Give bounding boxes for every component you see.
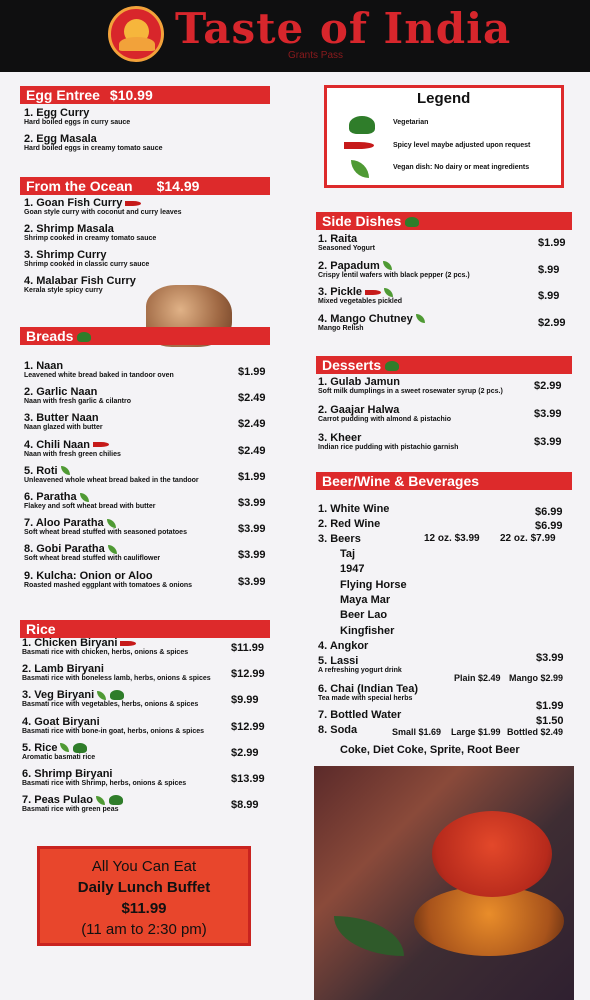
item-name: 4. Mango Chutney: [318, 312, 413, 325]
menu-item: [318, 683, 418, 702]
item-name: 4. Chili Naan: [24, 438, 91, 451]
menu-header: [0, 0, 590, 72]
menu-item: [318, 286, 402, 305]
legend-text: Spicy level maybe adjusted upon request: [393, 142, 531, 149]
item-name: 7. Aloo Paratha: [24, 517, 104, 530]
chili-icon: [344, 142, 374, 149]
broccoli-icon: [405, 217, 419, 227]
section-title: Beer/Wine & Beverages: [322, 473, 480, 489]
item-desc: Naan with fresh green chilies: [24, 450, 121, 458]
leaf-icon: [80, 493, 89, 502]
menu-item: [24, 439, 121, 458]
item-price: $2.99: [231, 746, 259, 759]
item-price: $1.99: [536, 700, 564, 712]
menu-item: [318, 655, 402, 674]
item-desc: Basmati rice with vegetables, herbs, onions & spices: [22, 701, 199, 709]
section-title: From the Ocean: [26, 178, 133, 194]
menu-item: [318, 260, 470, 279]
item-desc: Basmati rice with Shrimp, herbs, onions & spices: [22, 780, 187, 787]
item-desc: Seasoned Yogurt: [318, 245, 375, 252]
item-price: $1.99: [238, 366, 266, 378]
beer-item: [340, 579, 407, 591]
item-name: 2. Papadum: [318, 259, 380, 272]
legend-row-vegan: [341, 160, 530, 178]
section-egg-entree: [20, 86, 270, 104]
item-name: Maya Mar: [340, 593, 391, 606]
item-price: 12 oz. $3.99: [424, 533, 480, 544]
menu-item: [24, 386, 131, 405]
beer-item: [340, 594, 390, 606]
item-price: Small $1.69: [392, 727, 442, 737]
item-desc: Kerala style spicy curry: [24, 287, 103, 294]
item-name: 3. Pickle: [318, 286, 363, 298]
broccoli-icon: [385, 361, 399, 371]
spice-bowl-photo: [314, 766, 574, 1000]
menu-item: [24, 543, 160, 562]
item-price: $3.99: [536, 652, 564, 664]
item-name: 1. White Wine: [318, 503, 390, 515]
menu-item: [24, 275, 136, 294]
item-price: $6.99: [535, 506, 563, 518]
item-name: 5. Roti: [24, 464, 58, 477]
menu-item: [24, 491, 155, 510]
item-name: 7. Peas Pulao: [22, 794, 93, 807]
menu-item: [22, 794, 123, 813]
leaf-icon: [107, 519, 116, 528]
buffet-price: $11.99: [121, 900, 167, 917]
item-price: $3.99: [238, 523, 266, 536]
item-name: 9. Kulcha: Onion or Aloo: [24, 569, 153, 582]
item-desc: Indian rice pudding with pistachio garnish: [318, 444, 459, 451]
item-name: 3. Butter Naan: [24, 412, 99, 425]
item-name: 5. Rice: [22, 741, 58, 754]
item-price: $2.49: [238, 444, 266, 457]
item-price: $3.99: [238, 549, 266, 562]
item-price: $8.99: [231, 799, 259, 812]
menu-item: [24, 223, 156, 242]
leaf-icon: [60, 743, 69, 752]
item-price: $12.99: [231, 668, 265, 681]
menu-item: [24, 133, 163, 152]
menu-item: [22, 716, 204, 735]
item-desc: Tea made with special herbs: [318, 695, 413, 702]
item-desc: Naan with fresh garlic & cilantro: [24, 398, 131, 406]
item-name: 2. Lamb Biryani: [22, 663, 104, 676]
leaf-icon: [96, 796, 105, 805]
legend-row-vegetarian: [341, 116, 429, 134]
buffet-line-2: Daily Lunch Buffet: [77, 879, 211, 896]
legend-text: Vegan dish: No dairy or meat ingredients: [393, 164, 530, 171]
item-price: $6.99: [535, 520, 563, 532]
beer-item: [340, 625, 394, 637]
item-desc: Leavened white bread baked in tandoor oven: [24, 372, 174, 379]
item-name: 4. Malabar Fish Curry: [24, 275, 136, 287]
item-price: Mango $2.99: [509, 673, 564, 683]
item-price: $1.99: [538, 237, 566, 249]
legend-title: Legend: [417, 90, 471, 107]
menu-item: [318, 432, 458, 451]
section-title: Rice: [26, 621, 56, 637]
menu-item: [22, 689, 198, 708]
leaf-icon: [97, 691, 106, 700]
lotus-logo-icon: [108, 6, 164, 62]
item-name: Taj: [340, 548, 356, 560]
item-price: Bottled $2.49: [507, 727, 564, 737]
menu-item: [318, 313, 425, 332]
section-from-the-ocean: [20, 177, 270, 195]
section-rice: [20, 620, 270, 638]
menu-item: [24, 517, 187, 536]
item-desc: Aromatic basmati rice: [22, 753, 96, 761]
menu-item: [318, 518, 380, 530]
section-title: Side Dishes: [322, 213, 402, 229]
leaf-icon: [383, 261, 392, 270]
section-title: Desserts: [322, 357, 382, 373]
item-name: 1. Goan Fish Curry: [24, 197, 123, 209]
item-price: $9.99: [231, 694, 259, 707]
item-desc: Crispy lentil wafers with black pepper (2 pcs.): [318, 271, 470, 279]
section-title: Egg Entree: [26, 87, 100, 103]
menu-item: [22, 637, 188, 656]
item-name: 1. Gulab Jamun: [318, 376, 400, 388]
beer-item: [340, 609, 387, 621]
beer-item: [340, 548, 355, 560]
item-desc: Soft wheat bread stuffed with cauliflower: [24, 555, 161, 563]
item-price: $3.99: [238, 575, 266, 588]
section-price: $10.99: [109, 87, 153, 103]
item-desc: Unleavened whole wheat bread baked in the tandoor: [24, 476, 199, 484]
item-price: $1.50: [536, 715, 564, 727]
menu-item: [24, 197, 182, 216]
restaurant-location: Grants Pass: [288, 50, 344, 61]
restaurant-title: Taste of India: [175, 4, 512, 53]
legend-text: Vegetarian: [393, 119, 429, 126]
leaf-icon: [384, 288, 393, 297]
item-price: $2.99: [538, 316, 566, 329]
section-beverages: [316, 472, 572, 490]
item-name: 6. Paratha: [24, 491, 77, 503]
item-desc: Flakey and soft wheat bread with butter: [24, 503, 156, 510]
chili-icon: [120, 641, 136, 646]
item-name: 1. Chicken Biryani: [22, 637, 118, 649]
broccoli-icon: [77, 332, 91, 342]
item-price: $.99: [538, 263, 560, 276]
item-desc: Shrimp cooked in classic curry sauce: [24, 261, 150, 268]
item-desc: Hard boiled eggs in curry sauce: [24, 119, 131, 126]
item-name: Coke, Diet Coke, Sprite, Root Beer: [340, 744, 520, 756]
item-name: 8. Gobi Paratha: [24, 543, 105, 556]
section-title: Breads: [26, 328, 74, 344]
menu-item: [22, 663, 211, 682]
item-desc: Mixed vegetables pickled: [318, 298, 403, 305]
item-name: 2. Red Wine: [318, 518, 381, 530]
item-desc: Goan style curry with coconut and curry leaves: [24, 209, 182, 216]
item-desc: Basmati rice with chicken, herbs, onions & spices: [22, 649, 189, 656]
item-name: 4. Angkor: [318, 640, 369, 652]
item-name: 2. Shrimp Masala: [24, 223, 114, 235]
leaf-icon: [416, 314, 425, 323]
item-price: $13.99: [231, 773, 265, 785]
item-price: $3.99: [534, 408, 562, 420]
item-price: $1.99: [238, 470, 266, 483]
item-price: $2.49: [238, 392, 266, 405]
section-breads: [20, 327, 270, 345]
item-name: 6. Shrimp Biryani: [22, 768, 113, 780]
chili-icon: [93, 442, 109, 447]
item-price: $.99: [538, 290, 560, 302]
item-name: 6. Chai (Indian Tea): [318, 683, 419, 695]
menu-item: [24, 465, 199, 484]
menu-item: [318, 233, 375, 252]
menu-item: [340, 744, 520, 756]
leaf-icon: [61, 466, 70, 475]
beer-item: [340, 563, 364, 575]
menu-item: [24, 360, 174, 379]
menu-item: [24, 249, 149, 268]
item-desc: Soft wheat bread stuffed with seasoned potatoes: [24, 529, 187, 537]
item-name: 5. Lassi: [318, 655, 359, 667]
menu-item: [318, 724, 357, 736]
menu-item: [318, 533, 361, 545]
item-price: 22 oz. $7.99: [500, 533, 556, 544]
item-desc: A refreshing yogurt drink: [318, 667, 402, 674]
menu-item: [22, 742, 95, 761]
item-name: 4. Goat Biryani: [22, 715, 100, 728]
menu-item: [24, 107, 130, 126]
item-price: $11.99: [231, 642, 265, 654]
section-price: $14.99: [156, 178, 200, 194]
buffet-hours: (11 am to 2:30 pm): [81, 921, 207, 938]
item-name: 1. Naan: [24, 360, 64, 372]
item-name: 2. Gaajar Halwa: [318, 404, 400, 416]
menu-item: [318, 709, 401, 721]
item-name: 1. Raita: [318, 233, 358, 245]
leaf-icon: [351, 160, 369, 178]
item-price: $12.99: [231, 720, 265, 733]
item-name: Kingfisher: [340, 624, 395, 637]
buffet-line-1: All You Can Eat: [91, 858, 197, 875]
menu-item: [318, 404, 451, 423]
item-name: 2. Egg Masala: [24, 133, 97, 145]
legend-row-spicy: [341, 142, 531, 149]
item-name: 7. Bottled Water: [318, 709, 402, 721]
item-desc: Roasted mashed eggplant with tomatoes & onions: [24, 581, 193, 589]
item-desc: Basmati rice with bone-in goat, herbs, onions & spices: [22, 727, 205, 735]
item-desc: Basmati rice with green peas: [22, 806, 119, 814]
item-desc: Shrimp cooked in creamy tomato sauce: [24, 235, 157, 242]
broccoli-icon: [73, 743, 87, 753]
item-desc: Carrot pudding with almond & pistachio: [318, 416, 451, 423]
item-desc: Naan glazed with butter: [24, 424, 103, 432]
item-name: Flying Horse: [340, 578, 407, 591]
item-name: 3. Veg Biryani: [22, 689, 95, 702]
chili-icon: [365, 290, 381, 295]
broccoli-icon: [349, 116, 375, 134]
item-desc: Soft milk dumplings in a sweet rosewater syrup (2 pcs.): [318, 388, 503, 395]
item-name: Beer Lao: [340, 609, 388, 622]
chili-icon: [125, 201, 141, 206]
item-desc: Hard boiled eggs in creamy tomato sauce: [24, 145, 163, 152]
item-price: $2.49: [238, 418, 266, 431]
section-desserts: [316, 356, 572, 374]
menu-item: [318, 376, 503, 395]
item-desc: Mango Relish: [318, 324, 364, 332]
legend-box: [324, 85, 564, 188]
menu-item: [22, 768, 186, 787]
item-name: 8. Soda: [318, 724, 358, 736]
item-name: 1947: [340, 563, 365, 576]
item-price: $3.99: [534, 436, 562, 448]
section-side-dishes: [316, 212, 572, 230]
item-name: 3. Shrimp Curry: [24, 249, 107, 261]
item-price: $2.99: [534, 380, 562, 392]
item-price: Plain $2.49: [454, 673, 501, 683]
item-name: 1. Egg Curry: [24, 107, 90, 119]
item-name: 3. Kheer: [318, 432, 362, 444]
item-name: 2. Garlic Naan: [24, 386, 98, 399]
menu-item: [24, 570, 192, 589]
item-price: Large $1.99: [451, 727, 501, 737]
leaf-icon: [108, 545, 117, 554]
broccoli-icon: [110, 690, 124, 700]
broccoli-icon: [109, 795, 123, 805]
menu-item: [24, 412, 103, 431]
item-name: 3. Beers: [318, 533, 361, 545]
item-desc: Basmati rice with boneless lamb, herbs, onions & spices: [22, 675, 211, 683]
item-price: $3.99: [238, 497, 266, 509]
menu-item: [318, 640, 368, 652]
lunch-buffet-box: [37, 846, 251, 946]
menu-item: [318, 503, 389, 515]
